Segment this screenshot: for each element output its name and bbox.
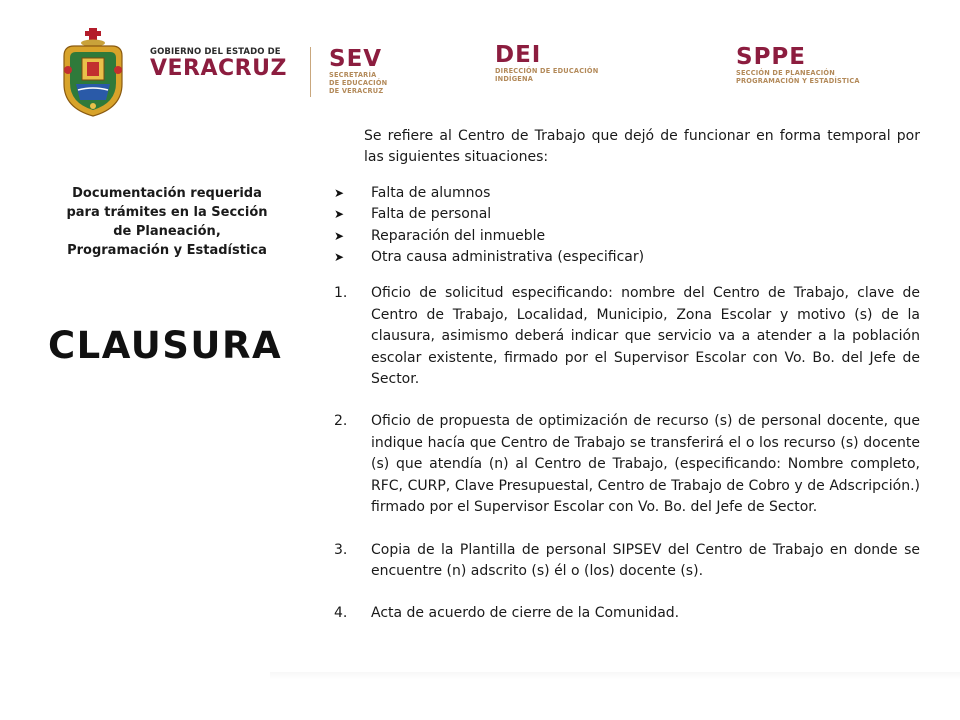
requirements-list [334, 283, 920, 624]
footer-shadow [270, 672, 960, 680]
dei-logo [495, 43, 598, 83]
gov-top-label: GOBIERNO DEL ESTADO DE [150, 47, 281, 57]
subtitle-line: de Planeación, [113, 224, 221, 239]
intro-paragraph: Se refiere al Centro de Trabajo que dejó de funcionar en forma temporal por las siguientes situaciones: [364, 128, 920, 166]
list-item [334, 540, 920, 583]
requirements-content [334, 126, 920, 646]
item-number: 1. [334, 285, 348, 302]
list-item [334, 247, 920, 268]
bullet-text: Falta de personal [371, 206, 492, 223]
sev-logo [329, 47, 387, 95]
sev-acronym: SEV [329, 46, 383, 72]
arrow-bullet-icon: ➤ [334, 250, 345, 265]
logo-divider [310, 47, 311, 97]
dei-line: DIRECCIÓN DE EDUCACIÓN [495, 67, 599, 75]
dei-acronym: DEI [495, 42, 542, 68]
document-subtitle [38, 184, 296, 260]
sev-line: DE VERACRUZ [329, 87, 384, 95]
list-item [334, 411, 920, 518]
item-number: 3. [334, 541, 348, 558]
item-text: Copia de la Plantilla de personal SIPSEV del Centro de Trabajo en donde se encuentre (n) adscrito (s) él o (los) docente (s). [371, 541, 920, 579]
arrow-bullet-icon: ➤ [334, 228, 345, 243]
page-title: CLAUSURA [48, 324, 283, 367]
bullet-text: Falta de alumnos [371, 184, 491, 201]
subtitle-line: Programación y Estadística [67, 243, 267, 258]
sev-line: DE EDUCACIÓN [329, 79, 388, 87]
sppe-line: PROGRAMACIÓN Y ESTADÍSTICA [736, 77, 860, 85]
subtitle-line: para trámites en la Sección [66, 205, 268, 220]
list-item [334, 204, 920, 225]
situations-list [334, 183, 920, 269]
dei-line: INDÍGENA [495, 75, 534, 83]
list-item [334, 183, 920, 204]
item-text: Oficio de solicitud especificando: nombre del Centro de Trabajo, clave de Centro de Trabajo, Localidad, Municipio, Zona Escolar y motivo (s) de la clausura, asimismo deberá indicar que servicio va a atender a la población escolar existente, firmado por el Supervisor Escolar con Vo. Bo. del Jefe de Sector. [371, 285, 920, 388]
arrow-bullet-icon: ➤ [334, 207, 345, 222]
bullet-text: Reparación del inmueble [371, 227, 546, 244]
sppe-logo [736, 45, 860, 85]
list-item [334, 603, 920, 624]
arrow-bullet-icon: ➤ [334, 185, 345, 200]
page-header [0, 0, 960, 120]
sppe-acronym: SPPE [736, 44, 806, 70]
gobierno-veracruz-logo [150, 47, 287, 80]
subtitle-line: Documentación requerida [72, 186, 262, 201]
item-number: 2. [334, 413, 348, 430]
gov-main-label: VERACRUZ [150, 56, 287, 81]
sev-line: SECRETARÍA [329, 71, 377, 79]
item-text: Oficio de propuesta de optimización de recurso (s) de personal docente, que indique hacía que Centro de Trabajo se transferirá el o los recurso (s) docente (s) que atendía (n) al Centro de Trabajo, (especificando: Nombre completo, RFC, CURP, Clave Presupuestal, Centro de Trabajo de Cobro y de Adscripción.) firmado por el Supervisor Escolar con Vo. Bo. del Jefe de Sector. [371, 413, 920, 516]
bullet-text: Otra causa administrativa (especificar) [371, 249, 645, 266]
list-item [334, 226, 920, 247]
item-text: Acta de acuerdo de cierre de la Comunidad. [371, 605, 680, 622]
item-number: 4. [334, 605, 348, 622]
list-item [334, 283, 920, 390]
veracruz-coat-of-arms-icon [56, 26, 130, 118]
sppe-line: SECCIÓN DE PLANEACIÓN [736, 69, 835, 77]
